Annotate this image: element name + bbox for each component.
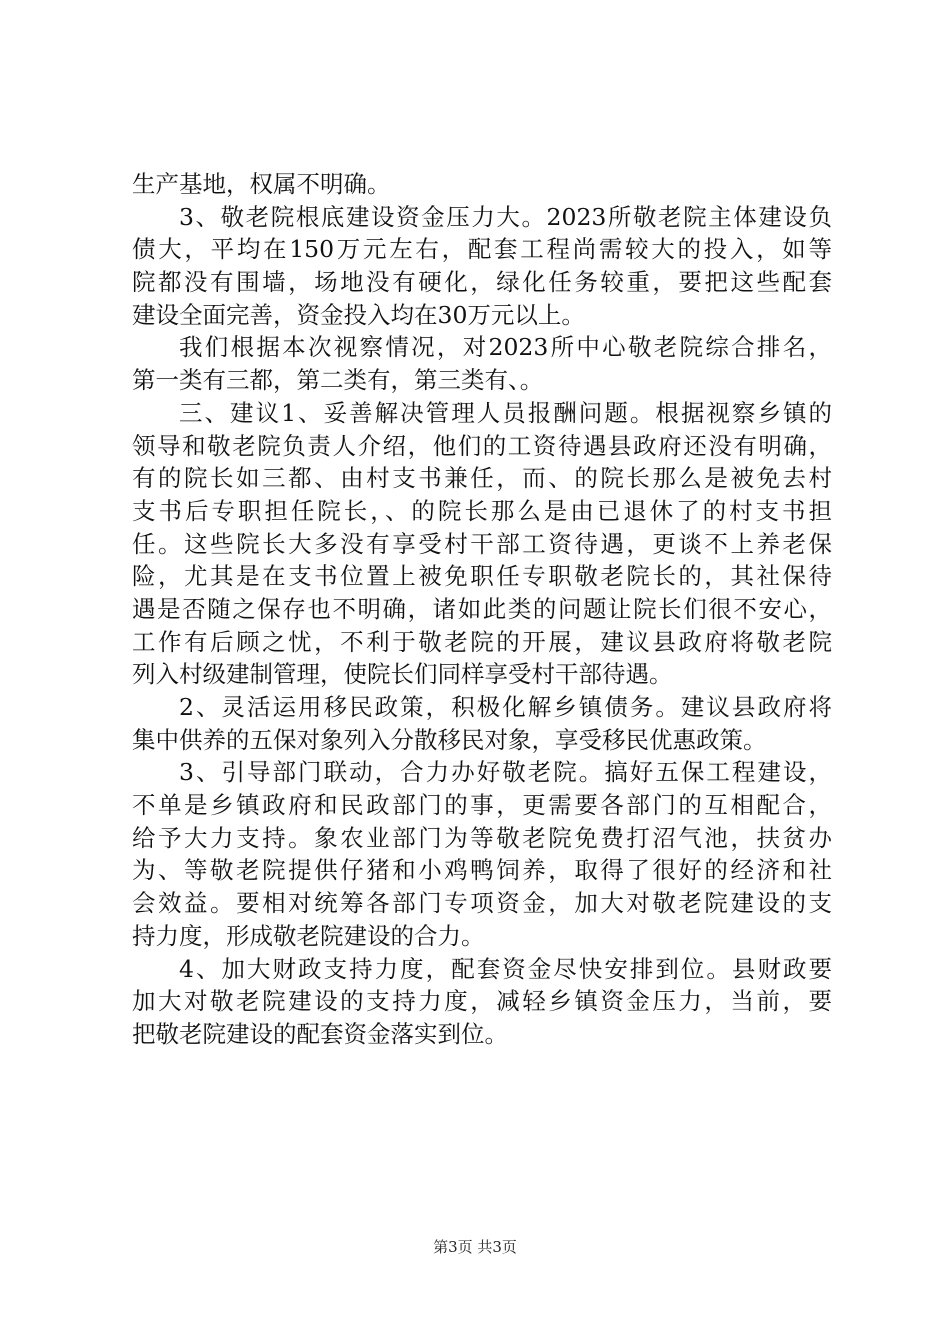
text-line: 给予大力支持。象农业部门为等敬老院免费打沼气池，扶贫办 xyxy=(132,823,832,852)
text-line: 3、引导部门联动，合力办好敬老院。搞好五保工程建设， xyxy=(179,758,832,787)
text-line: 4、加大财政支持力度，配套资金尽快安排到位。县财政要 xyxy=(179,954,832,983)
text-line: 险，尤其是在支书位置上被免职任专职敬老院长的，其社保待 xyxy=(132,562,832,591)
text-line: 2、灵活运用移民政策，积极化解乡镇债务。建议县政府将 xyxy=(179,693,832,721)
text-line: 我们根据本次视察情况，对2023所中心敬老院综合排名， xyxy=(179,333,832,362)
text-line: 任。这些院长大多没有享受村干部工资待遇，更谈不上养老保 xyxy=(132,529,832,558)
page-number-footer: 第3页 共3页 xyxy=(433,1238,517,1256)
text-line: 债大，平均在150万元左右，配套工程尚需较大的投入，如等 xyxy=(132,235,832,264)
text-line: 不单是乡镇政府和民政部门的事，更需要各部门的互相配合， xyxy=(132,791,832,820)
text-line: 第一类有三都，第二类有，第三类有、。 xyxy=(132,366,544,395)
text-line: 有的院长如三都、由村支书兼任，而、的院长那么是被免去村 xyxy=(132,464,832,493)
text-line: 把敬老院建设的配套资金落实到位。 xyxy=(132,1019,508,1048)
text-line: 三、建议1、妥善解决管理人员报酬问题。根据视察乡镇的 xyxy=(179,398,832,427)
text-line: 领导和敬老院负责人介绍，他们的工资待遇县政府还没有明确， xyxy=(132,431,832,460)
text-line: 持力度，形成敬老院建设的合力。 xyxy=(132,921,485,950)
text-line: 为、等敬老院提供仔猪和小鸡鸭饲养，取得了很好的经济和社 xyxy=(132,856,832,885)
text-line: 3、敬老院根底建设资金压力大。2023所敬老院主体建设负 xyxy=(179,202,832,231)
text-line: 工作有后顾之忧，不利于敬老院的开展，建议县政府将敬老院 xyxy=(132,627,832,656)
text-line: 遇是否随之保存也不明确，诸如此类的问题让院长们很不安心， xyxy=(132,594,832,623)
text-line: 建设全面完善，资金投入均在30万元以上。 xyxy=(132,300,585,329)
text-line: 列入村级建制管理，使院长们同样享受村干部待遇。 xyxy=(132,660,673,689)
text-line: 集中供养的五保对象列入分散移民对象，享受移民优惠政策。 xyxy=(132,725,767,754)
text-line: 加大对敬老院建设的支持力度，减轻乡镇资金压力，当前，要 xyxy=(132,987,832,1016)
text-line: 会效益。要相对统筹各部门专项资金，加大对敬老院建设的支 xyxy=(132,889,832,918)
document-body xyxy=(132,168,832,1051)
text-line: 院都没有围墙，场地没有硬化，绿化任务较重，要把这些配套 xyxy=(132,268,832,297)
text-line: 生产基地，权属不明确。 xyxy=(132,170,391,198)
text-line: 支书后专职担任院长，、的院长那么是由已退休了的村支书担 xyxy=(132,496,832,525)
